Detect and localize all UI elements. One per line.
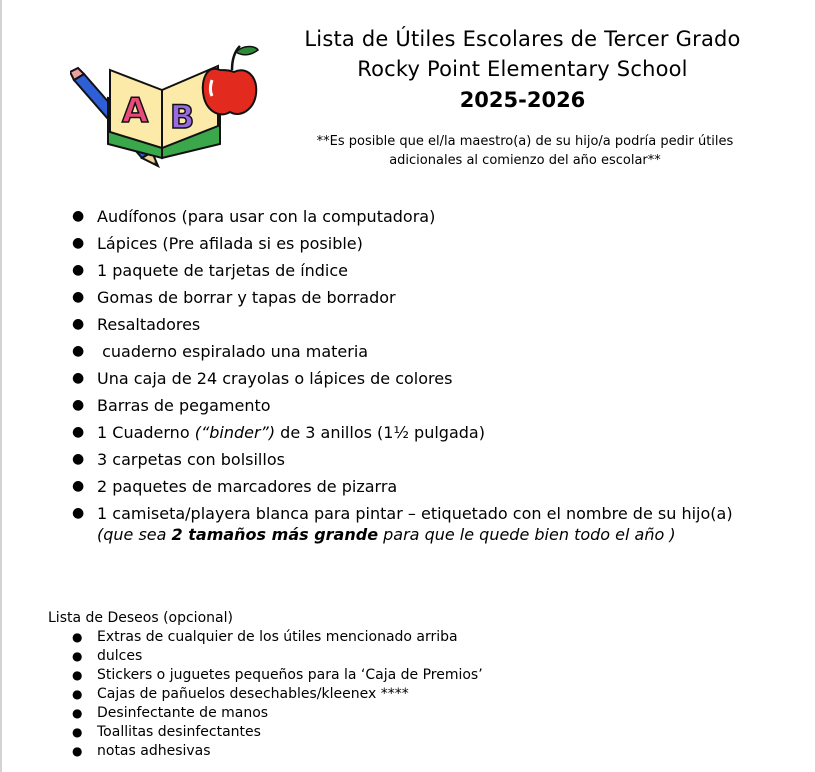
list-item: ● Lápices (Pre afilada si es posible) <box>72 230 792 257</box>
note-line-2: adicionales al comienzo del año escolar** <box>389 153 661 168</box>
bullet-icon: ● <box>72 397 85 413</box>
bullet-icon: ● <box>72 451 85 467</box>
bullet-icon: ● <box>72 668 83 682</box>
bullet-icon: ● <box>72 343 85 359</box>
letter-a: A <box>122 91 149 131</box>
wishlist <box>72 628 772 761</box>
bullet-icon: ● <box>72 725 83 739</box>
bullet-icon: ● <box>72 208 85 224</box>
list-item: ● Cajas de pañuelos desechables/kleenex **** <box>72 686 409 702</box>
list-item: ● 2 paquetes de marcadores de pizarra <box>72 473 792 500</box>
supply-list <box>72 203 792 546</box>
bullet-icon: ● <box>72 262 85 278</box>
bullet-icon: ● <box>72 370 85 386</box>
bullet-icon: ● <box>72 687 83 701</box>
header-note <box>295 132 755 170</box>
bullet-icon: ● <box>72 706 83 720</box>
list-item: ● dulces <box>72 648 143 664</box>
bullet-icon: ● <box>72 235 85 251</box>
list-item: ● Barras de pegamento <box>72 392 792 419</box>
list-item: ● Extras de cualquier de los útiles mencionado arriba <box>72 629 458 645</box>
list-item: ● 1 Cuaderno (“binder”) de 3 anillos (1½ pulgada) <box>72 419 792 446</box>
list-item: ● Toallitas desinfectantes <box>72 724 261 740</box>
bullet-icon: ● <box>72 649 83 663</box>
tshirt-size-note: (que sea 2 tamaños más grande para que le quede bien todo el año ) <box>97 525 676 544</box>
bullet-icon: ● <box>72 316 85 332</box>
bullet-icon: ● <box>72 478 85 494</box>
list-item: ● 1 camiseta/playera blanca para pintar – etiquetado con el nombre de su hijo(a) (que sea 2 tamaños más grande para que le quede bien todo el año ) <box>72 500 792 546</box>
bullet-icon: ● <box>72 424 85 440</box>
bullet-icon: ● <box>72 744 83 758</box>
list-item: ● Gomas de borrar y tapas de borrador <box>72 284 792 311</box>
school-name: Rocky Point Elementary School <box>357 57 688 81</box>
list-item: ● Una caja de 24 crayolas o lápices de colores <box>72 365 792 392</box>
page-title: Lista de Útiles Escolares de Tercer Grado <box>304 27 741 51</box>
school-year: 2025-2026 <box>459 88 586 112</box>
list-item: ● cuaderno espiralado una materia <box>72 338 792 365</box>
bullet-icon: ● <box>72 289 85 305</box>
list-item: ● Audífonos (para usar con la computadora) <box>72 203 792 230</box>
bullet-icon: ● <box>72 505 85 521</box>
note-line-1: **Es posible que el/la maestro(a) de su hijo/a podría pedir útiles <box>316 134 734 149</box>
apple-icon <box>203 46 258 114</box>
header-titles <box>270 24 775 116</box>
list-item: ● notas adhesivas <box>72 743 211 759</box>
bullet-icon: ● <box>72 630 83 644</box>
page-left-edge <box>0 0 2 772</box>
list-item: ● Stickers o juguetes pequeños para la ‘Caja de Premios’ <box>72 667 483 683</box>
list-item: ● Resaltadores <box>72 311 792 338</box>
list-item: ● 3 carpetas con bolsillos <box>72 446 792 473</box>
letter-b: B <box>170 98 195 136</box>
list-item: ● Desinfectante de manos <box>72 705 269 721</box>
wishlist-heading: Lista de Deseos (opcional) <box>48 610 233 626</box>
school-clipart <box>70 40 270 170</box>
list-item: ● 1 paquete de tarjetas de índice <box>72 257 792 284</box>
